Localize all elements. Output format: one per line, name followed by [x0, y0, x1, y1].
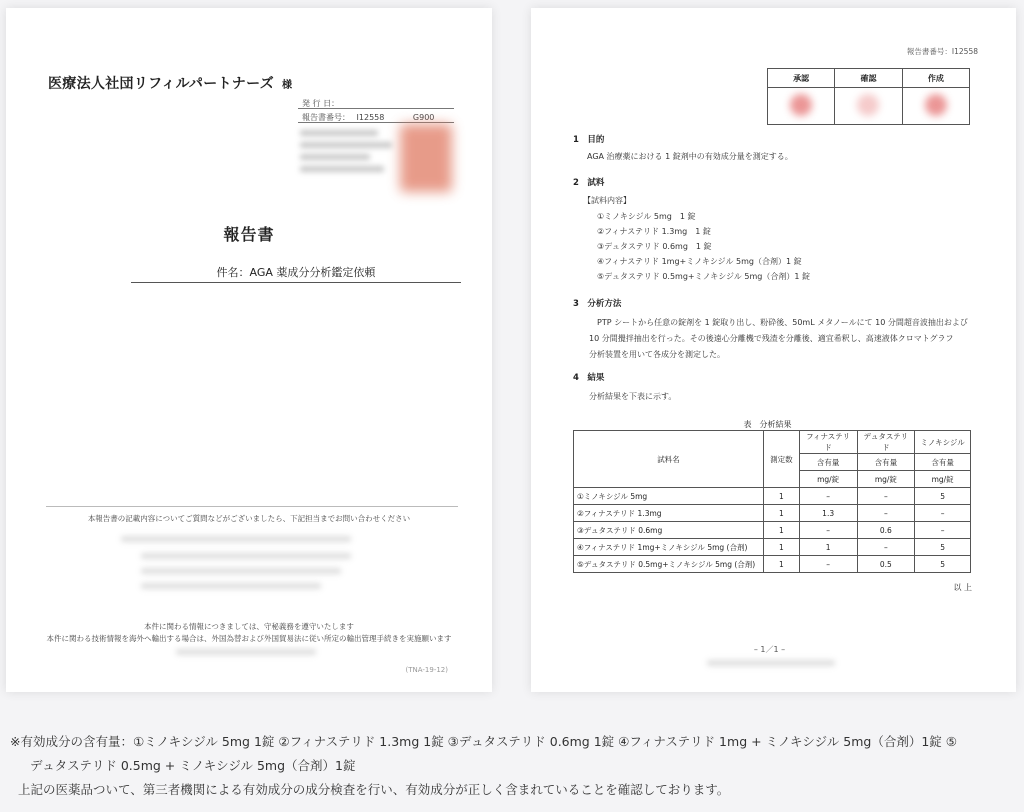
dutasteride-cell: 0.6 [857, 522, 915, 539]
minoxidil-header: ミノキシジル [915, 431, 971, 454]
blurred-issuer-info [300, 166, 384, 172]
section-purpose-text: AGA 治療薬における 1 錠剤中の有効成分量を測定する。 [587, 152, 793, 161]
dutasteride-header: デュタステリド [857, 431, 915, 454]
table-row [574, 488, 971, 505]
count-cell: 1 [763, 488, 799, 505]
approval-header: 承認 [768, 69, 835, 88]
blurred-issuer-info [300, 142, 392, 148]
sample-name-cell: ①ミノキシジル 5mg [574, 488, 764, 505]
blurred-issuer-info [300, 130, 378, 136]
check-stamp-cell [835, 88, 902, 125]
sample-item: ②フィナステリド 1.3mg 1 錠 [597, 227, 711, 236]
report-no-value: I12558 [356, 113, 385, 122]
sample-name-cell: ⑤デュタステリド 0.5mg+ミノキシジル 5mg (合剤) [574, 556, 764, 573]
blurred-contact-info [141, 583, 321, 589]
recipient-suffix: 様 [282, 80, 293, 91]
content-header: 含有量 [915, 454, 971, 471]
blurred-contact-info [121, 536, 351, 542]
footer-divider [46, 506, 458, 507]
result-table [573, 430, 971, 573]
caption-line-3: 上記の医薬品ついて、第三者機関による有効成分の成分検査を行い、有効成分が正しく含まれていることを確認しております。 [18, 782, 730, 797]
method-text-line: 10 分間攪拌抽出を行った。その後遠心分離機で残渣を分離後、適宜希釈し、高速液体クロマトグラフ [589, 334, 954, 343]
report-subject: 件名：AGA 薬成分分析鑑定依頼 [216, 266, 376, 279]
blurred-contact-info [141, 568, 341, 574]
sample-heading: 【試料内容】 [583, 196, 631, 205]
count-cell: 1 [763, 505, 799, 522]
method-text-line: 分析装置を用いて各成分を測定した。 [589, 350, 725, 359]
section-method-title: 3 分析方法 [573, 299, 622, 309]
finasteride-header: フィナステリド [799, 431, 857, 454]
dutasteride-cell: – [857, 505, 915, 522]
company-seal [400, 124, 452, 192]
blurred-issuer-info [300, 154, 370, 160]
section-sample-title: 2 試料 [573, 178, 605, 188]
author-stamp [925, 94, 947, 116]
approval-stamp-table [767, 68, 970, 125]
minoxidil-cell: 5 [915, 488, 971, 505]
caption-line-1: ※有効成分の含有量：①ミノキシジル 5mg 1錠 ②フィナステリド 1.3mg 1錠 ③デュタステリド 0.6mg 1錠 ④フィナステリド 1mg + ミノキシジル 5mg（合剤）1錠 ⑤ [10, 734, 957, 749]
finasteride-cell: – [799, 488, 857, 505]
issue-date-label: 発 行 日： [302, 99, 340, 108]
report-number: 報告書番号：I12558 [906, 47, 978, 56]
result-table-caption: 表 分析結果 [743, 420, 792, 429]
section-result-title: 4 結果 [573, 373, 605, 383]
count-cell: 1 [763, 539, 799, 556]
unit-header: mg/錠 [857, 471, 915, 488]
sample-item: ③デュタステリド 0.6mg 1 錠 [597, 242, 712, 251]
minoxidil-cell: 5 [915, 539, 971, 556]
sample-item: ④フィナステリド 1mg+ミノキシジル 5mg（合剤）1 錠 [597, 257, 802, 266]
sample-name-cell: ④フィナステリド 1mg+ミノキシジル 5mg (合剤) [574, 539, 764, 556]
unit-header: mg/錠 [799, 471, 857, 488]
finasteride-cell: – [799, 556, 857, 573]
caption-line-2: デュタステリド 0.5mg + ミノキシジル 5mg（合剤）1錠 [30, 758, 356, 773]
sample-item: ⑤デュタステリド 0.5mg+ミノキシジル 5mg（合剤）1 錠 [597, 272, 810, 281]
finasteride-cell: – [799, 522, 857, 539]
minoxidil-cell: – [915, 505, 971, 522]
dutasteride-cell: – [857, 539, 915, 556]
unit-header: mg/錠 [915, 471, 971, 488]
report-detail-page [531, 8, 1016, 692]
sample-name-header: 試料名 [574, 431, 764, 488]
contact-note: 本報告書の記載内容についてご質問などがございましたら、下記担当までお問い合わせください [87, 514, 411, 523]
sample-item: ①ミノキシジル 5mg 1 錠 [597, 212, 696, 221]
sample-name-cell: ②フィナステリド 1.3mg [574, 505, 764, 522]
end-mark: 以 上 [953, 583, 972, 592]
author-header: 作成 [902, 69, 969, 88]
dutasteride-cell: – [857, 488, 915, 505]
content-header: 含有量 [799, 454, 857, 471]
table-row [574, 505, 971, 522]
blurred-company-name [707, 660, 835, 666]
table-row [574, 539, 971, 556]
count-header: 測定数 [763, 431, 799, 488]
report-code: G900 [412, 113, 435, 122]
count-cell: 1 [763, 522, 799, 539]
recipient-name [48, 73, 292, 93]
minoxidil-cell: 5 [915, 556, 971, 573]
method-text-line: PTP シートから任意の錠剤を 1 錠取り出し、粉砕後、50mL メタノールにて 10 分間超音波抽出および [597, 318, 968, 327]
form-code: (TNA-19-12) [405, 666, 448, 674]
report-title: 報告書 [223, 225, 275, 244]
finasteride-cell: 1 [799, 539, 857, 556]
recipient-label: 医療法人社団リフィルパートナーズ [48, 76, 274, 92]
subject-underline [131, 282, 461, 283]
author-stamp-cell [902, 88, 969, 125]
blurred-contact-info [141, 553, 351, 559]
dutasteride-cell: 0.5 [857, 556, 915, 573]
confidentiality-note: 本件に関わる情報につきましては、守秘義務を遵守いたします [144, 622, 354, 631]
result-text: 分析結果を下表に示す。 [589, 392, 677, 401]
meta-divider [298, 122, 454, 123]
blurred-company-name [176, 649, 316, 655]
check-stamp [857, 94, 879, 116]
approval-stamp [790, 94, 812, 116]
count-cell: 1 [763, 556, 799, 573]
approval-stamp-cell [768, 88, 835, 125]
minoxidil-cell: – [915, 522, 971, 539]
report-cover-page [6, 8, 492, 692]
table-row [574, 522, 971, 539]
sample-name-cell: ③デュタステリド 0.6mg [574, 522, 764, 539]
check-header: 確認 [835, 69, 902, 88]
export-control-note: 本件に関わる技術情報を海外へ輸出する場合は、外国為替および外国貿易法に従い所定の輸出管理手続きを実施願います [46, 634, 452, 643]
report-no-label: 報告書番号： [302, 113, 350, 122]
page-number: – 1／1 – [753, 645, 786, 654]
content-header: 含有量 [857, 454, 915, 471]
finasteride-cell: 1.3 [799, 505, 857, 522]
section-purpose-title: 1 目的 [573, 135, 605, 145]
table-row [574, 556, 971, 573]
meta-divider [298, 108, 454, 109]
